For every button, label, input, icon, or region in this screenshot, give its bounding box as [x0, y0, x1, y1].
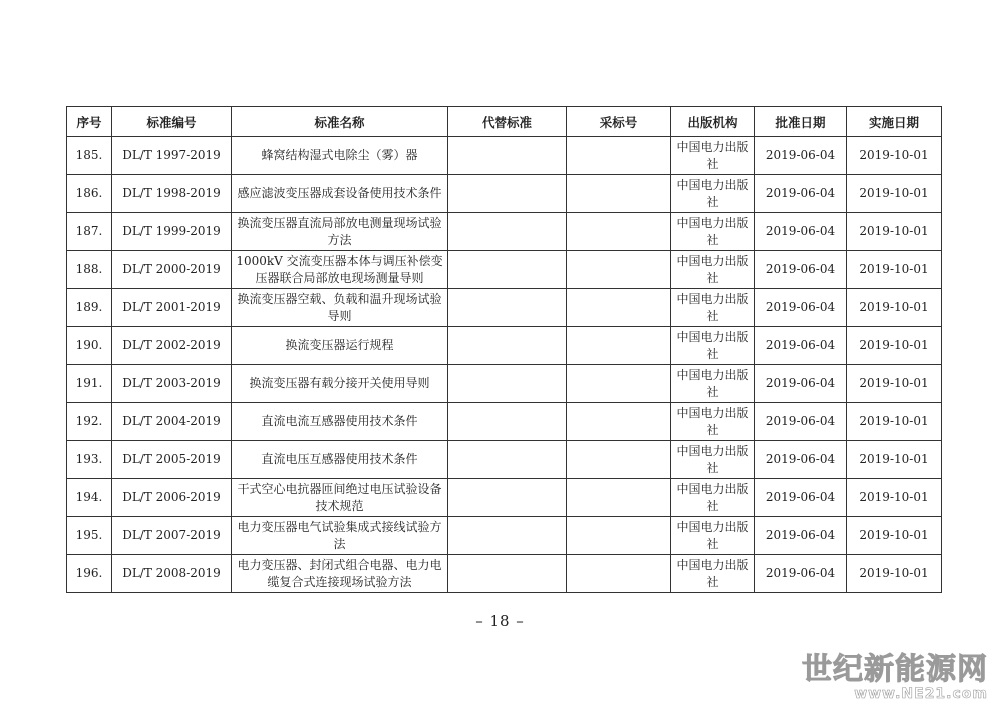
publisher-cell: 中国电力出版社 [671, 289, 755, 327]
standards-table [66, 106, 942, 593]
adopted-cell [567, 365, 671, 403]
adopted-cell [567, 441, 671, 479]
adopted-cell [567, 213, 671, 251]
row-no: 186. [67, 175, 112, 213]
effective-date: 2019-10-01 [847, 441, 942, 479]
approved-date: 2019-06-04 [755, 479, 847, 517]
row-no: 192. [67, 403, 112, 441]
watermark-url: www.NE21.com [854, 686, 988, 702]
adopted-cell [567, 251, 671, 289]
approved-date: 2019-06-04 [755, 327, 847, 365]
standard-name: 换流变压器空载、负载和温升现场试验导则 [232, 289, 448, 327]
standard-code: DL/T 1999-2019 [112, 213, 232, 251]
table-row [67, 327, 942, 365]
approved-date: 2019-06-04 [755, 365, 847, 403]
effective-date: 2019-10-01 [847, 327, 942, 365]
table-row [67, 403, 942, 441]
table-row [67, 137, 942, 175]
publisher-cell: 中国电力出版社 [671, 555, 755, 593]
standard-name: 换流变压器直流局部放电测量现场试验方法 [232, 213, 448, 251]
row-no: 189. [67, 289, 112, 327]
publisher-cell: 中国电力出版社 [671, 403, 755, 441]
header-no: 序号 [67, 107, 112, 137]
row-no: 191. [67, 365, 112, 403]
replaces-cell [448, 479, 567, 517]
table-row [67, 175, 942, 213]
replaces-cell [448, 403, 567, 441]
row-no: 193. [67, 441, 112, 479]
row-no: 195. [67, 517, 112, 555]
row-no: 187. [67, 213, 112, 251]
row-no: 188. [67, 251, 112, 289]
effective-date: 2019-10-01 [847, 365, 942, 403]
replaces-cell [448, 517, 567, 555]
standard-code: DL/T 2004-2019 [112, 403, 232, 441]
publisher-cell: 中国电力出版社 [671, 327, 755, 365]
standard-code: DL/T 2001-2019 [112, 289, 232, 327]
adopted-cell [567, 137, 671, 175]
header-row [67, 107, 942, 137]
effective-date: 2019-10-01 [847, 403, 942, 441]
adopted-cell [567, 517, 671, 555]
replaces-cell [448, 213, 567, 251]
standard-name: 干式空心电抗器匝间绝过电压试验设备技术规范 [232, 479, 448, 517]
header-replaces: 代替标准 [448, 107, 567, 137]
effective-date: 2019-10-01 [847, 289, 942, 327]
table-row [67, 441, 942, 479]
publisher-cell: 中国电力出版社 [671, 517, 755, 555]
watermark-logo [802, 654, 988, 702]
approved-date: 2019-06-04 [755, 403, 847, 441]
approved-date: 2019-06-04 [755, 289, 847, 327]
table-row [67, 213, 942, 251]
standard-code: DL/T 2008-2019 [112, 555, 232, 593]
approved-date: 2019-06-04 [755, 441, 847, 479]
header-effective: 实施日期 [847, 107, 942, 137]
header-publisher: 出版机构 [671, 107, 755, 137]
replaces-cell [448, 327, 567, 365]
row-no: 196. [67, 555, 112, 593]
standard-code: DL/T 2000-2019 [112, 251, 232, 289]
approved-date: 2019-06-04 [755, 251, 847, 289]
replaces-cell [448, 137, 567, 175]
adopted-cell [567, 403, 671, 441]
standard-code: DL/T 1998-2019 [112, 175, 232, 213]
adopted-cell [567, 289, 671, 327]
standard-name: 电力变压器电气试验集成式接线试验方法 [232, 517, 448, 555]
publisher-cell: 中国电力出版社 [671, 441, 755, 479]
standard-name: 换流变压器运行规程 [232, 327, 448, 365]
table-row [67, 251, 942, 289]
header-adopted: 采标号 [567, 107, 671, 137]
publisher-cell: 中国电力出版社 [671, 213, 755, 251]
adopted-cell [567, 327, 671, 365]
table-row [67, 555, 942, 593]
publisher-cell: 中国电力出版社 [671, 251, 755, 289]
standard-code: DL/T 2007-2019 [112, 517, 232, 555]
effective-date: 2019-10-01 [847, 213, 942, 251]
table-row [67, 479, 942, 517]
replaces-cell [448, 251, 567, 289]
standard-name: 直流电压互感器使用技术条件 [232, 441, 448, 479]
table-row [67, 365, 942, 403]
effective-date: 2019-10-01 [847, 555, 942, 593]
adopted-cell [567, 175, 671, 213]
effective-date: 2019-10-01 [847, 517, 942, 555]
standard-code: DL/T 2003-2019 [112, 365, 232, 403]
approved-date: 2019-06-04 [755, 213, 847, 251]
standard-name: 换流变压器有载分接开关使用导则 [232, 365, 448, 403]
replaces-cell [448, 289, 567, 327]
row-no: 185. [67, 137, 112, 175]
adopted-cell [567, 479, 671, 517]
standard-code: DL/T 2005-2019 [112, 441, 232, 479]
standard-code: DL/T 1997-2019 [112, 137, 232, 175]
row-no: 190. [67, 327, 112, 365]
publisher-cell: 中国电力出版社 [671, 479, 755, 517]
standard-code: DL/T 2006-2019 [112, 479, 232, 517]
header-code: 标准编号 [112, 107, 232, 137]
effective-date: 2019-10-01 [847, 251, 942, 289]
row-no: 194. [67, 479, 112, 517]
approved-date: 2019-06-04 [755, 517, 847, 555]
standard-name: 蜂窝结构湿式电除尘（雾）器 [232, 137, 448, 175]
replaces-cell [448, 365, 567, 403]
approved-date: 2019-06-04 [755, 175, 847, 213]
standard-name: 直流电流互感器使用技术条件 [232, 403, 448, 441]
effective-date: 2019-10-01 [847, 137, 942, 175]
table-row [67, 289, 942, 327]
effective-date: 2019-10-01 [847, 479, 942, 517]
header-name: 标准名称 [232, 107, 448, 137]
replaces-cell [448, 441, 567, 479]
table-row [67, 517, 942, 555]
standard-name: 1000kV 交流变压器本体与调压补偿变压器联合局部放电现场测量导则 [232, 251, 448, 289]
adopted-cell [567, 555, 671, 593]
approved-date: 2019-06-04 [755, 137, 847, 175]
effective-date: 2019-10-01 [847, 175, 942, 213]
replaces-cell [448, 175, 567, 213]
standard-name: 电力变压器、封闭式组合电器、电力电缆复合式连接现场试验方法 [232, 555, 448, 593]
standard-code: DL/T 2002-2019 [112, 327, 232, 365]
standard-name: 感应滤波变压器成套设备使用技术条件 [232, 175, 448, 213]
approved-date: 2019-06-04 [755, 555, 847, 593]
publisher-cell: 中国电力出版社 [671, 137, 755, 175]
replaces-cell [448, 555, 567, 593]
header-approved: 批准日期 [755, 107, 847, 137]
watermark-title: 世纪新能源网 [802, 652, 988, 687]
publisher-cell: 中国电力出版社 [671, 365, 755, 403]
page-number: – 18 – [475, 612, 525, 630]
publisher-cell: 中国电力出版社 [671, 175, 755, 213]
